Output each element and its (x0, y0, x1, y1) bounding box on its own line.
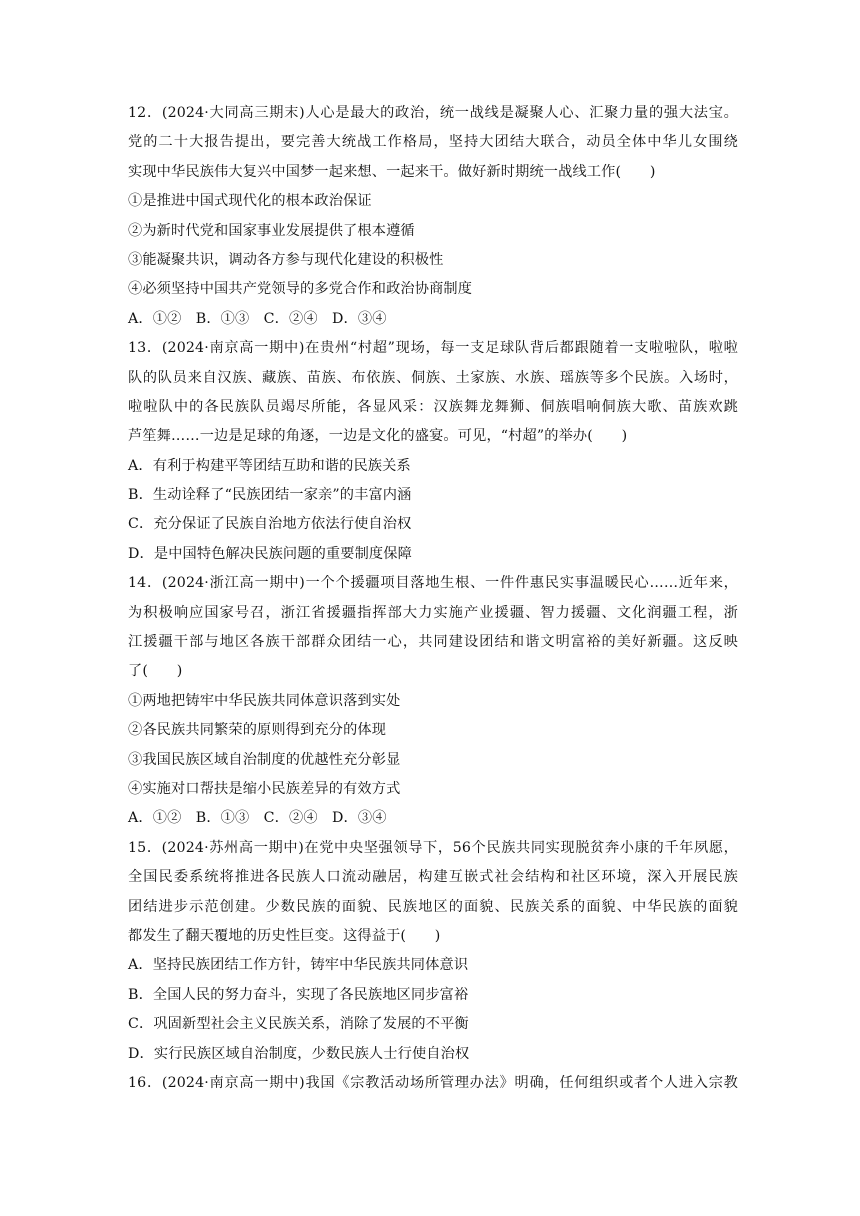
question-15-option-a: A．坚持民族团结工作方针，铸牢中华民族共同体意识 (128, 957, 469, 974)
question-15-stem-line-2: 全国民委系统将推进各民族人口流动融居，构建互嵌式社会结构和社区环境，深入开展民族 (128, 869, 738, 886)
question-16-stem-line-1: 16．(2024·南京高一期中)我国《宗教活动场所管理办法》明确，任何组织或者个人进入宗教 (128, 1074, 738, 1091)
question-13-stem-line-2: 队的队员来自汉族、藏族、苗族、布依族、侗族、土家族、水族、瑶族等多个民族。入场时， (128, 369, 738, 386)
question-15 (128, 834, 738, 1069)
question-13-option-b: B．生动诠释了“民族团结一家亲”的丰富内涵 (128, 487, 412, 504)
question-12-statement-2: ②为新时代党和国家事业发展提供了根本遵循 (128, 222, 415, 239)
question-14-statement-2: ②各民族共同繁荣的原则得到充分的体现 (128, 722, 387, 739)
question-15-stem-line-1: 15．(2024·苏州高一期中)在党中央坚强领导下，56个民族共同实现脱贫奔小康的千年夙愿， (128, 839, 738, 856)
question-14 (128, 569, 738, 834)
question-13-option-d: D．是中国特色解决民族问题的重要制度保障 (128, 545, 412, 562)
question-13-stem-line-3: 啦啦队中的各民族队员竭尽所能，各显风采：汉族舞龙舞狮、侗族唱响侗族大歌、苗族欢跳 (128, 398, 738, 415)
question-13-option-c: C．充分保证了民族自治地方依法行使自治权 (128, 516, 412, 533)
question-15-stem-line-4: 都发生了翻天覆地的历史性巨变。这得益于( ) (128, 927, 441, 944)
question-14-stem-line-1: 14．(2024·浙江高一期中)一个个援疆项目落地生根、一件件惠民实事温暖民心……近年来， (128, 575, 738, 592)
question-14-statement-4: ④实施对口帮扶是缩小民族差异的有效方式 (128, 780, 401, 797)
question-12-statement-4: ④必须坚持中国共产党领导的多党合作和政治协商制度 (128, 281, 473, 298)
question-12-stem-line-1: 12．(2024·大同高三期末)人心是最大的政治，统一战线是凝聚人心、汇聚力量的强大法宝。 (128, 105, 738, 121)
question-15-stem-line-3: 团结进步示范创建。少数民族的面貌、民族地区的面貌、民族关系的面貌、中华民族的面貌 (128, 898, 738, 915)
question-12-statement-3: ③能凝聚共识，调动各方参与现代化建设的积极性 (128, 251, 444, 268)
question-12-stem-line-3: 实现中华民族伟大复兴中国梦一起来想、一起来干。做好新时期统一战线工作( ) (128, 163, 656, 180)
question-14-stem-line-3: 江援疆干部与地区各族干部群众团结一心，共同建设团结和谐文明富裕的美好新疆。这反映 (128, 634, 738, 651)
question-12-statement-1: ①是推进中国式现代化的根本政治保证 (128, 193, 372, 210)
exam-page (128, 99, 738, 1098)
question-13 (128, 334, 738, 569)
question-13-option-a: A．有利于构建平等团结互助和谐的民族关系 (128, 457, 411, 474)
question-14-options: A．①② B．①③ C．②④ D．③④ (128, 810, 387, 827)
question-16 (128, 1069, 738, 1098)
question-12 (128, 99, 738, 334)
question-14-stem-line-4: 了( ) (128, 663, 183, 680)
question-15-option-b: B．全国人民的努力奋斗，实现了各民族地区同步富裕 (128, 986, 469, 1003)
question-15-option-d: D．实行民族区域自治制度，少数民族人士行使自治权 (128, 1045, 470, 1062)
question-14-statement-3: ③我国民族区域自治制度的优越性充分彰显 (128, 751, 401, 768)
question-15-option-c: C．巩固新型社会主义民族关系，消除了发展的不平衡 (128, 1016, 469, 1033)
question-14-statement-1: ①两地把铸牢中华民族共同体意识落到实处 (128, 692, 401, 709)
question-12-options: A．①② B．①③ C．②④ D．③④ (128, 310, 387, 327)
question-13-stem-line-4: 芦笙舞……一边是足球的角逐，一边是文化的盛宴。可见，“村超”的举办( ) (128, 428, 628, 445)
question-13-stem-line-1: 13．(2024·南京高一期中)在贵州“村超”现场，每一支足球队背后都跟随着一支啦啦队，啦啦 (128, 340, 738, 357)
question-12-stem-line-2: 党的二十大报告提出，要完善大统战工作格局，坚持大团结大联合，动员全体中华儿女围绕 (128, 134, 738, 151)
question-14-stem-line-2: 为积极响应国家号召，浙江省援疆指挥部大力实施产业援疆、智力援疆、文化润疆工程，浙 (128, 604, 738, 621)
